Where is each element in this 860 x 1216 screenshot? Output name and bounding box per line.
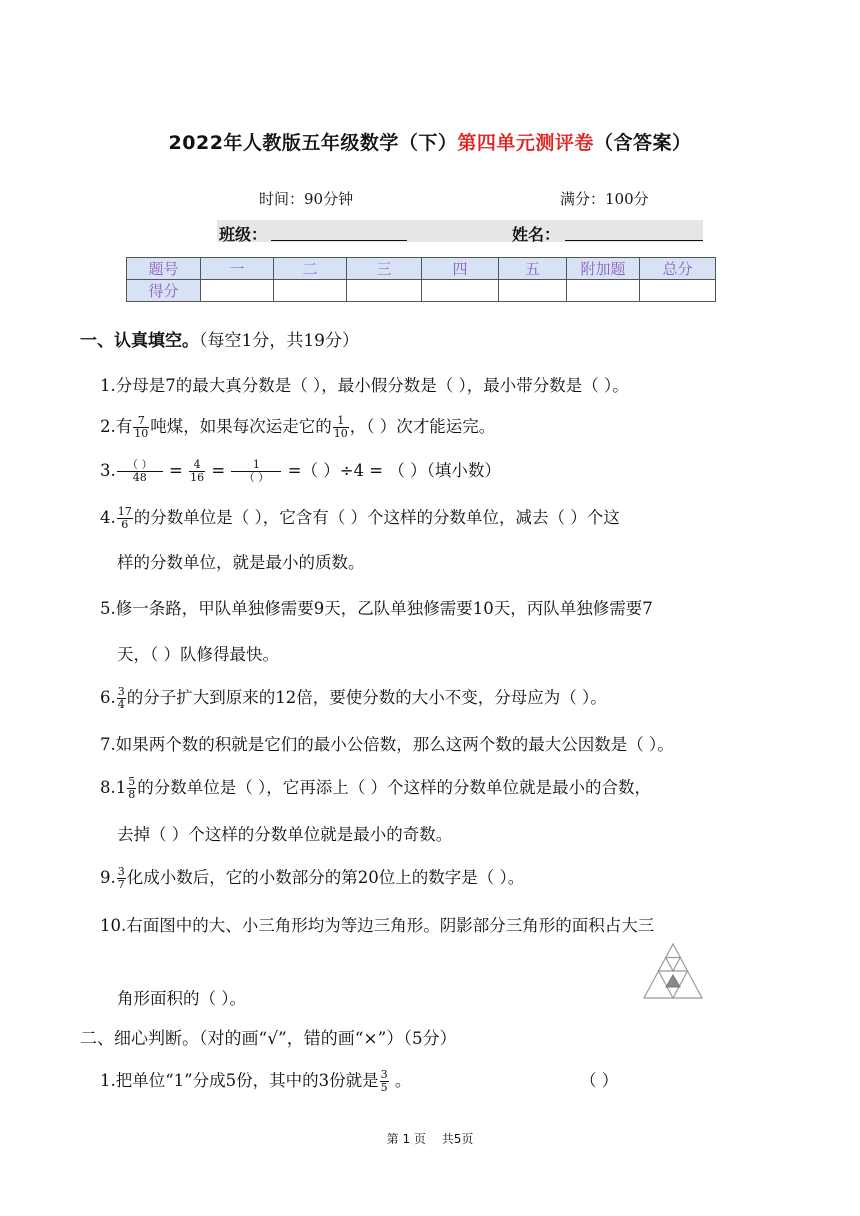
q8-text-b: 的分数单位是（ ），它再添上（ ）个这样的分数单位就是最小的合数， xyxy=(137,778,651,797)
q8-text-a: 8. xyxy=(100,778,116,797)
q3-text-a: 3. xyxy=(100,461,116,480)
q2-text-c: ，（ ）次才能运完。 xyxy=(349,417,496,436)
score-header-cell: 四 xyxy=(422,258,499,280)
q9-fraction xyxy=(117,866,126,891)
q3-f1-den: 48 xyxy=(132,471,147,484)
j1-text-a: 1.把单位“1”分成5份，其中的3份就是 xyxy=(100,1071,379,1090)
score-table-row xyxy=(127,280,716,302)
page-footer xyxy=(0,1130,860,1147)
full-score-label: 满分：100分 xyxy=(560,190,649,208)
q2-f2-num: 1 xyxy=(333,415,349,428)
question-6 xyxy=(100,684,607,711)
question-9 xyxy=(100,864,524,891)
q2-text-a: 2.有 xyxy=(100,417,133,436)
q3-text-c: =（ ）÷4 = （ ）（填小数） xyxy=(282,461,501,480)
q4-num: 17 xyxy=(117,505,132,518)
score-cell[interactable] xyxy=(499,280,567,302)
score-table xyxy=(126,257,716,302)
score-cell[interactable] xyxy=(274,280,347,302)
score-cell[interactable] xyxy=(201,280,274,302)
shaded-triangle xyxy=(666,975,680,987)
q6-text-b: 的分子扩大到原来的12倍，要使分数的大小不变，分母应为（ ）。 xyxy=(126,688,607,707)
score-header-cell: 总分 xyxy=(640,258,716,280)
title-red: 第四单元测评卷 xyxy=(457,132,594,154)
question-5: 5.修一条路，甲队单独修需要9天，乙队单独修需要10天，丙队单独修需要7 xyxy=(100,599,653,618)
class-label: 班级： xyxy=(219,225,268,244)
page-number: 第 1 页 xyxy=(386,1132,426,1146)
score-header-cell: 一 xyxy=(201,258,274,280)
q8-whole: 1 xyxy=(115,778,127,797)
q6-den: 4 xyxy=(117,698,125,711)
q3-f3-num: 1 xyxy=(231,459,281,472)
name-label: 姓名： xyxy=(512,225,561,244)
question-10-line-2: 角形面积的（ ）。 xyxy=(117,989,246,1008)
section-1-title: 一、认真填空。 xyxy=(80,331,199,351)
question-4 xyxy=(100,504,620,531)
small-triangle xyxy=(666,958,681,972)
question-7: 7.如果两个数的积就是它们的最小公倍数，那么这两个数的最大公因数是（ ）。 xyxy=(100,735,674,754)
q3-f2-num: 4 xyxy=(189,459,205,472)
question-8 xyxy=(100,774,651,801)
q2-fraction-1 xyxy=(133,415,149,440)
class-field[interactable] xyxy=(271,240,407,241)
section-2-heading: 二、细心判断。（对的画“√”，错的画“×”）（5分） xyxy=(80,1029,457,1049)
title-tail: （含答案） xyxy=(593,132,692,154)
q2-text-b: 吨煤，如果每次运走它的 xyxy=(150,417,332,436)
q2-f1-num: 7 xyxy=(133,415,149,428)
question-4-line-2: 样的分数单位，就是最小的质数。 xyxy=(117,553,365,572)
q3-fraction-1 xyxy=(117,459,163,484)
question-10: 10.右面图中的大、小三角形均为等边三角形。阴影部分三角形的面积占大三 xyxy=(100,916,655,935)
q6-text-a: 6. xyxy=(100,688,116,707)
j1-den: 5 xyxy=(380,1081,388,1094)
q3-eq-1: = xyxy=(163,461,189,480)
page-title xyxy=(0,128,860,155)
q3-f2-den: 16 xyxy=(190,471,205,484)
q4-den: 6 xyxy=(121,518,129,531)
j1-num: 3 xyxy=(380,1068,388,1081)
judge-1-answer-paren[interactable]: （ ） xyxy=(580,1071,619,1090)
j1-fraction xyxy=(380,1069,389,1094)
section-1-heading xyxy=(80,326,359,351)
judge-1 xyxy=(100,1067,411,1094)
info-bar xyxy=(217,220,703,242)
page-total: 共5页 xyxy=(441,1132,474,1146)
q9-text-b: 化成小数后，它的小数部分的第20位上的数字是（ ）。 xyxy=(126,868,525,887)
score-header-cell: 三 xyxy=(347,258,422,280)
name-field[interactable] xyxy=(565,240,703,241)
section-1-note: （每空1分，共19分） xyxy=(199,331,359,351)
q9-num: 3 xyxy=(117,865,125,878)
score-header-cell: 题号 xyxy=(127,258,201,280)
triangle-figure xyxy=(642,942,704,1000)
q3-f3-den: （ ） xyxy=(243,471,270,484)
q2-f2-den: 10 xyxy=(333,427,348,440)
q6-num: 3 xyxy=(117,685,125,698)
q8-fraction xyxy=(127,776,136,801)
q4-fraction xyxy=(117,506,133,531)
score-header-cell: 二 xyxy=(274,258,347,280)
question-1: 1.分母是7的最大真分数是（ ），最小假分数是（ ），最小带分数是（ ）。 xyxy=(100,376,629,395)
q9-den: 7 xyxy=(117,878,125,891)
score-header-cell: 附加题 xyxy=(567,258,640,280)
score-cell[interactable] xyxy=(347,280,422,302)
question-3 xyxy=(100,457,501,484)
title-black: 2022年人教版五年级数学（下） xyxy=(168,132,458,154)
q4-text-b: 的分数单位是（ ），它含有（ ）个这样的分数单位，减去（ ）个这 xyxy=(133,508,620,527)
j1-text-b: 。 xyxy=(389,1071,412,1090)
question-5-line-2: 天，（ ）队修得最快。 xyxy=(117,645,279,664)
score-header-cell: 五 xyxy=(499,258,567,280)
q2-fraction-2 xyxy=(333,415,349,440)
q3-fraction-2 xyxy=(189,459,205,484)
q2-f1-den: 10 xyxy=(134,427,149,440)
question-2 xyxy=(100,413,495,440)
score-cell[interactable] xyxy=(640,280,716,302)
score-row-label: 得分 xyxy=(127,280,201,302)
time-label: 时间：90分钟 xyxy=(259,190,354,208)
score-table-header xyxy=(127,258,716,280)
q8-mixed-number xyxy=(116,776,138,801)
q8-den: 8 xyxy=(128,788,136,801)
q3-f1-num: （ ） xyxy=(117,459,163,472)
score-cell[interactable] xyxy=(567,280,640,302)
q3-eq-2: = xyxy=(206,461,231,480)
q4-text-a: 4. xyxy=(100,508,116,527)
q8-num: 5 xyxy=(128,775,136,788)
q9-text-a: 9. xyxy=(100,868,116,887)
q6-fraction xyxy=(117,686,126,711)
score-cell[interactable] xyxy=(422,280,499,302)
q3-fraction-3 xyxy=(231,459,281,484)
question-8-line-2: 去掉（ ）个这样的分数单位就是最小的奇数。 xyxy=(117,825,453,844)
